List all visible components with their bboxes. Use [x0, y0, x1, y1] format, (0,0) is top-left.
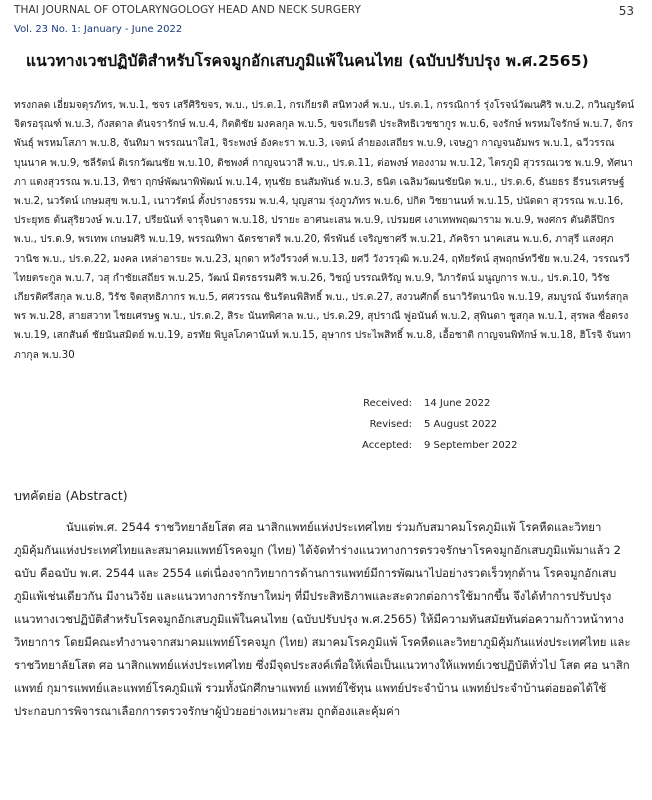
received-label: Received: [363, 398, 412, 409]
revised-row [350, 419, 517, 440]
accepted-row [350, 440, 517, 461]
article-dates [350, 398, 517, 461]
received-row [350, 398, 517, 419]
revised-label: Revised: [369, 419, 412, 430]
volume-info: Vol. 23 No. 1: January - June 2022 [14, 24, 183, 35]
article-title: แนวทางเวชปฏิบัติสำหรับโรคจมูกอักเสบภูมิแพ้ในคนไทย (ฉบับปรับปรุง พ.ศ.2565) [26, 52, 589, 70]
author-list: ทรงกลด เอี่ยมจตุรภัทร, พ.บ.1, ชจร เสรีศิริขจร, พ.บ., ปร.ด.1, กรเกียรติ สนิทวงศ์ พ.บ., ปร.ด.1, กรรณิการ์ รุ่งโรจน์วัฒนศิริ พ.บ.2, กวินญรัตน์ จิตรอรุณฑ์ พ.บ.3, กังสดาล ตันจรารักษ์ พ.บ.4, กิตติชัย มงคลกุล พ.บ.5, ขจรเกียรติ ประสิทธิเวชชากูร พ.บ.6, จงรักษ์ พรหมใจรักษ์ พ.บ.7, จักรพันธุ์ พรหมโสภา พ.บ.8, จันทิมา พรรณนาใส1, จิระพงษ์ อังคะรา พ.บ.3, เจตน์ ลำยองเสถียร พ.บ.9, เจษฎา กาญจนอัมพร พ.บ.1, ฉวีวรรณ บุนนาค พ.บ.9, ชลีรัตน์ ดิเรกวัฒนชัย พ.บ.10, ดิชพงศ์ กาญจนวาสี พ.บ., ปร.ด.11, ต่อพงษ์ ทองงาม พ.บ.12, ไตรภูมิ สุวรรณเวช พ.บ.9, ทัศนาภา แดงสุวรรณ พ.บ.13, ทิชา ฤกษ์พัฒนาพิพัฒน์ พ.บ.14, ทุนชัย ธนสัมพันธ์ พ.บ.3, ธนิต เฉลิมวัฒนชัยนิต พ.บ., ปร.ด.6, ธันยธร ธีรนรเศรษฐ์ พ.บ.2, นวรัตน์ เกษมสุข พ.บ.1, เนาวรัตน์ ตั้งปรางธรรม พ.บ.4, บุญสาม รุ่งภูวภัทร พ.บ.6, ปกิต วิชยานนท์ พ.บ.15, ปนัดดา สุวรรณ พ.บ.16, ประยุทธ ต้นสุริยวงษ์ พ.บ.17, ปรียนันท์ จารุจินดา พ.บ.18, ปรายะ อาศนะเสน พ.บ.9, เปรมยศ เงาเทพพฤฒาราม พ.บ.9, พงศกร ตันติลีปิกร พ.บ., ปร.ด.9, พรเทพ เกษมศิริ พ.บ.19, พรรณทิพา ฉัตรชาตรี พ.บ.20, พีรพันธ์ เจริญชาศรี พ.บ.21, ภัคจิรา นาคเสน พ.บ.6, ภาสุรี แสงศุภวานิช พ.บ., ปร.ด.22, มงคล เหล่าอารยะ พ.บ.23, มุกดา หวังวีรวงศ์ พ.บ.13, ยศวี วังวรวุฒิ พ.บ.24, ฤทัยรัตน์ สุพฤกษ์ทวีชัย พ.บ.24, วรรณรวี ไทยตระกูล พ.บ.7, วสุ กำชัยเสถียร พ.บ.25, วัฒน์ มิตรธรรมศิริ พ.บ.26, วิชญ์ บรรณหิรัญ พ.บ.9, วิภารัตน์ มนูญการ พ.บ., ปร.ด.10, วิรัช เกียรติศรีสกุล พ.บ.8, วิรัช จิตสุทธิภากร พ.บ.5, ศศวรรณ ชินรัตนพิสิทธิ์ พ.บ., ปร.ด.27, สงวนศักดิ์ ธนาวิรัตนานิจ พ.บ.19, สมบูรณ์ จันทร์สกุลพร พ.บ.28, สายสวาท ไชยเศรษฐ พ.บ., ปร.ด.2, สิระ นันทพิศาล พ.บ., ปร.ด.29, สุปราณี ฟูอนันต์ พ.บ.2, สุพินดา ชูสกุล พ.บ.1, สุรพล ซื่อตรง พ.บ.19, เสกสันต์ ชัยนันสมิตย์ พ.บ.19, อรทัย พิบูลโภคานันท์ พ.บ.15, อุษากร ประไพสิทธิ์ พ.บ.8, เอื้อชาติ กาญจนพิทักษ์ พ.บ.18, ฮิโรจิ จันทาภากุล พ.บ.30 [14, 100, 635, 361]
received-value: 14 June 2022 [424, 398, 491, 409]
page-number: 53 [618, 4, 634, 18]
accepted-label: Accepted: [362, 440, 412, 451]
abstract-text: นับแต่พ.ศ. 2544 ราชวิทยาลัยโสต ศอ นาสิกแพทย์แห่งประเทศไทย ร่วมกับสมาคมโรคภูมิแพ้ โรคหืดและวิทยาภูมิคุ้มกันแห่งประเทศไทยและสมาคมแพทย์โรคจมูก (ไทย) ได้จัดทำร่างแนวทางการตรวจรักษาโรคจมูกอักเสบภูมิแพ้มาแล้ว 2 ฉบับ คือฉบับ พ.ศ. 2544 และ 2554 แต่เนื่องจากวิทยาการด้านการแพทย์มีการพัฒนาไปอย่างรวดเร็วทุกด้าน โรคจมูกอักเสบภูมิแพ้เช่นเดียวกัน มีงานวิจัย และแนวทางการรักษาใหม่ๆ ที่มีประสิทธิภาพและสะดวกต่อการใช้มากขึ้น จึงได้ทำการปรับปรุงแนวทางเวชปฏิบัติสำหรับโรคจมูกอักเสบภูมิแพ้ในคนไทย (ฉบับปรับปรุง พ.ศ.2565) ให้มีความทันสมัยทันต่อความก้าวหน้าทางวิทยาการ โดยมีคณะทำงานจากสมาคมแพทย์โรคจมูก (ไทย) สมาคมโรคภูมิแพ้ โรคหืดและวิทยาภูมิคุ้มกันแห่งประเทศไทย และราชวิทยาลัยโสต ศอ นาสิกแพทย์แห่งประเทศไทย ซึ่งมีจุดประสงค์เพื่อให้เพื่อเป็นแนวทางให้แพทย์เวชปฏิบัติทั่วไป โสต ศอ นาสิกแพทย์ กุมารแพทย์และแพทย์โรคภูมิแพ้ รวมทั้งนักศึกษาแพทย์ แพทย์ใช้ทุน แพทย์ประจำบ้าน แพทย์ประจำบ้านต่อยอดได้ใช้ประกอบการพิจารณาเลือกการตรวจรักษาผู้ป่วยอย่างเหมาะสม ถูกต้องและคุ้มค่า [14, 520, 631, 718]
revised-value: 5 August 2022 [424, 419, 498, 430]
abstract-body [14, 516, 638, 723]
journal-name: THAI JOURNAL OF OTOLARYNGOLOGY HEAD AND NECK SURGERY [14, 4, 362, 16]
abstract-heading: บทคัดย่อ (Abstract) [14, 488, 128, 503]
accepted-value: 9 September 2022 [424, 440, 518, 451]
